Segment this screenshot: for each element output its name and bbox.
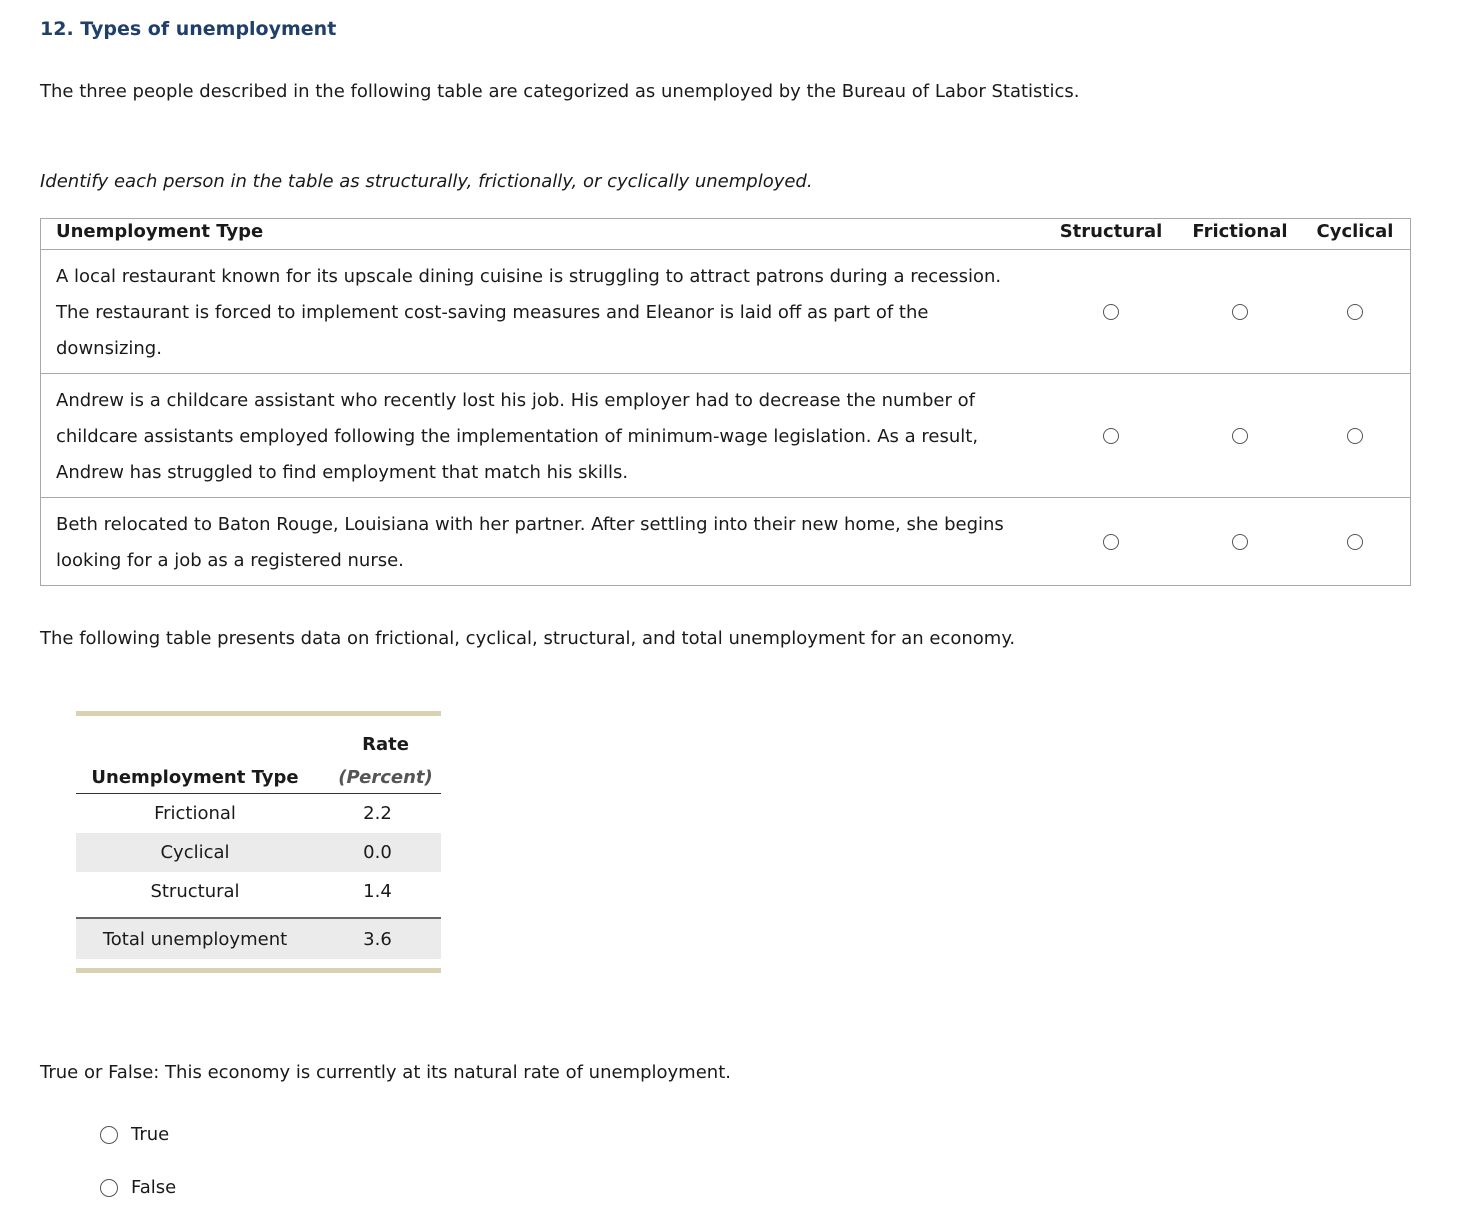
false-radio[interactable] <box>100 1179 118 1197</box>
row-description <box>41 250 1047 367</box>
row-description <box>41 498 1047 579</box>
description-line: downsizing. <box>56 338 162 359</box>
type-cell: Cyclical <box>160 842 230 863</box>
question-title: 12. Types of unemployment <box>40 18 337 40</box>
table-row <box>76 872 441 911</box>
rate-cell: 3.6 <box>363 928 392 950</box>
andrew-frictional-radio[interactable] <box>1232 428 1248 444</box>
description-line: Beth relocated to Baton Rouge, Louisiana with her partner. After settling into their new home, she begins <box>56 514 1004 535</box>
instruction-text: Identify each person in the table as structurally, frictionally, or cyclically unemployed. <box>40 171 813 192</box>
total-row <box>76 917 441 959</box>
description-line: childcare assistants employed following the implementation of minimum-wage legislation. As a result, <box>56 426 979 447</box>
true-radio[interactable] <box>100 1126 118 1144</box>
rate-column-header: Rate <box>362 734 409 755</box>
rate-cell: 0.0 <box>363 842 392 863</box>
rate-cell: 2.2 <box>363 803 392 824</box>
andrew-cyclical-radio[interactable] <box>1347 428 1363 444</box>
false-option[interactable] <box>100 1177 176 1198</box>
false-label: False <box>131 1177 177 1198</box>
eleanor-frictional-radio[interactable] <box>1232 304 1248 320</box>
classification-table <box>40 218 1411 586</box>
table-row-beth <box>41 498 1410 585</box>
data-intro-text: The following table presents data on frictional, cyclical, structural, and total unemployment for an economy. <box>40 628 1016 649</box>
table-row <box>76 794 441 833</box>
beth-cyclical-radio[interactable] <box>1347 534 1363 550</box>
rate-unit-header: (Percent) <box>338 767 433 788</box>
unemployment-data-table <box>76 711 441 973</box>
row-description <box>41 374 1047 491</box>
true-label: True <box>131 1124 170 1145</box>
unemployment-type-header: Unemployment Type <box>56 221 264 242</box>
eleanor-structural-radio[interactable] <box>1103 304 1119 320</box>
true-option[interactable] <box>100 1124 169 1145</box>
table-row-andrew <box>41 374 1410 498</box>
frictional-column-header: Frictional <box>1192 221 1288 242</box>
rate-cell: 1.4 <box>363 881 392 902</box>
description-line: The restaurant is forced to implement cost-saving measures and Eleanor is laid off as part of the <box>56 302 929 323</box>
type-column-header: Unemployment Type <box>91 767 299 788</box>
type-cell: Frictional <box>154 803 236 824</box>
description-line: looking for a job as a registered nurse. <box>56 550 404 571</box>
beth-structural-radio[interactable] <box>1103 534 1119 550</box>
true-false-question: True or False: This economy is currently at its natural rate of unemployment. <box>40 1062 731 1083</box>
description-line: Andrew is a childcare assistant who recently lost his job. His employer had to decrease the number of <box>56 390 975 411</box>
eleanor-cyclical-radio[interactable] <box>1347 304 1363 320</box>
beth-frictional-radio[interactable] <box>1232 534 1248 550</box>
structural-column-header: Structural <box>1059 221 1163 242</box>
classification-table-header <box>41 219 1410 250</box>
andrew-structural-radio[interactable] <box>1103 428 1119 444</box>
table-row-eleanor <box>41 250 1410 374</box>
table-row <box>76 833 441 872</box>
description-line: A local restaurant known for its upscale dining cuisine is struggling to attract patrons during a recession. <box>56 266 1002 287</box>
cyclical-column-header: Cyclical <box>1316 221 1394 242</box>
description-line: Andrew has struggled to find employment that match his skills. <box>56 462 629 483</box>
type-cell: Total unemployment <box>102 928 288 950</box>
type-cell: Structural <box>150 881 240 902</box>
intro-text: The three people described in the following table are categorized as unemployed by the Bureau of Labor Statistics. <box>40 81 1080 102</box>
data-table-header <box>76 716 441 794</box>
